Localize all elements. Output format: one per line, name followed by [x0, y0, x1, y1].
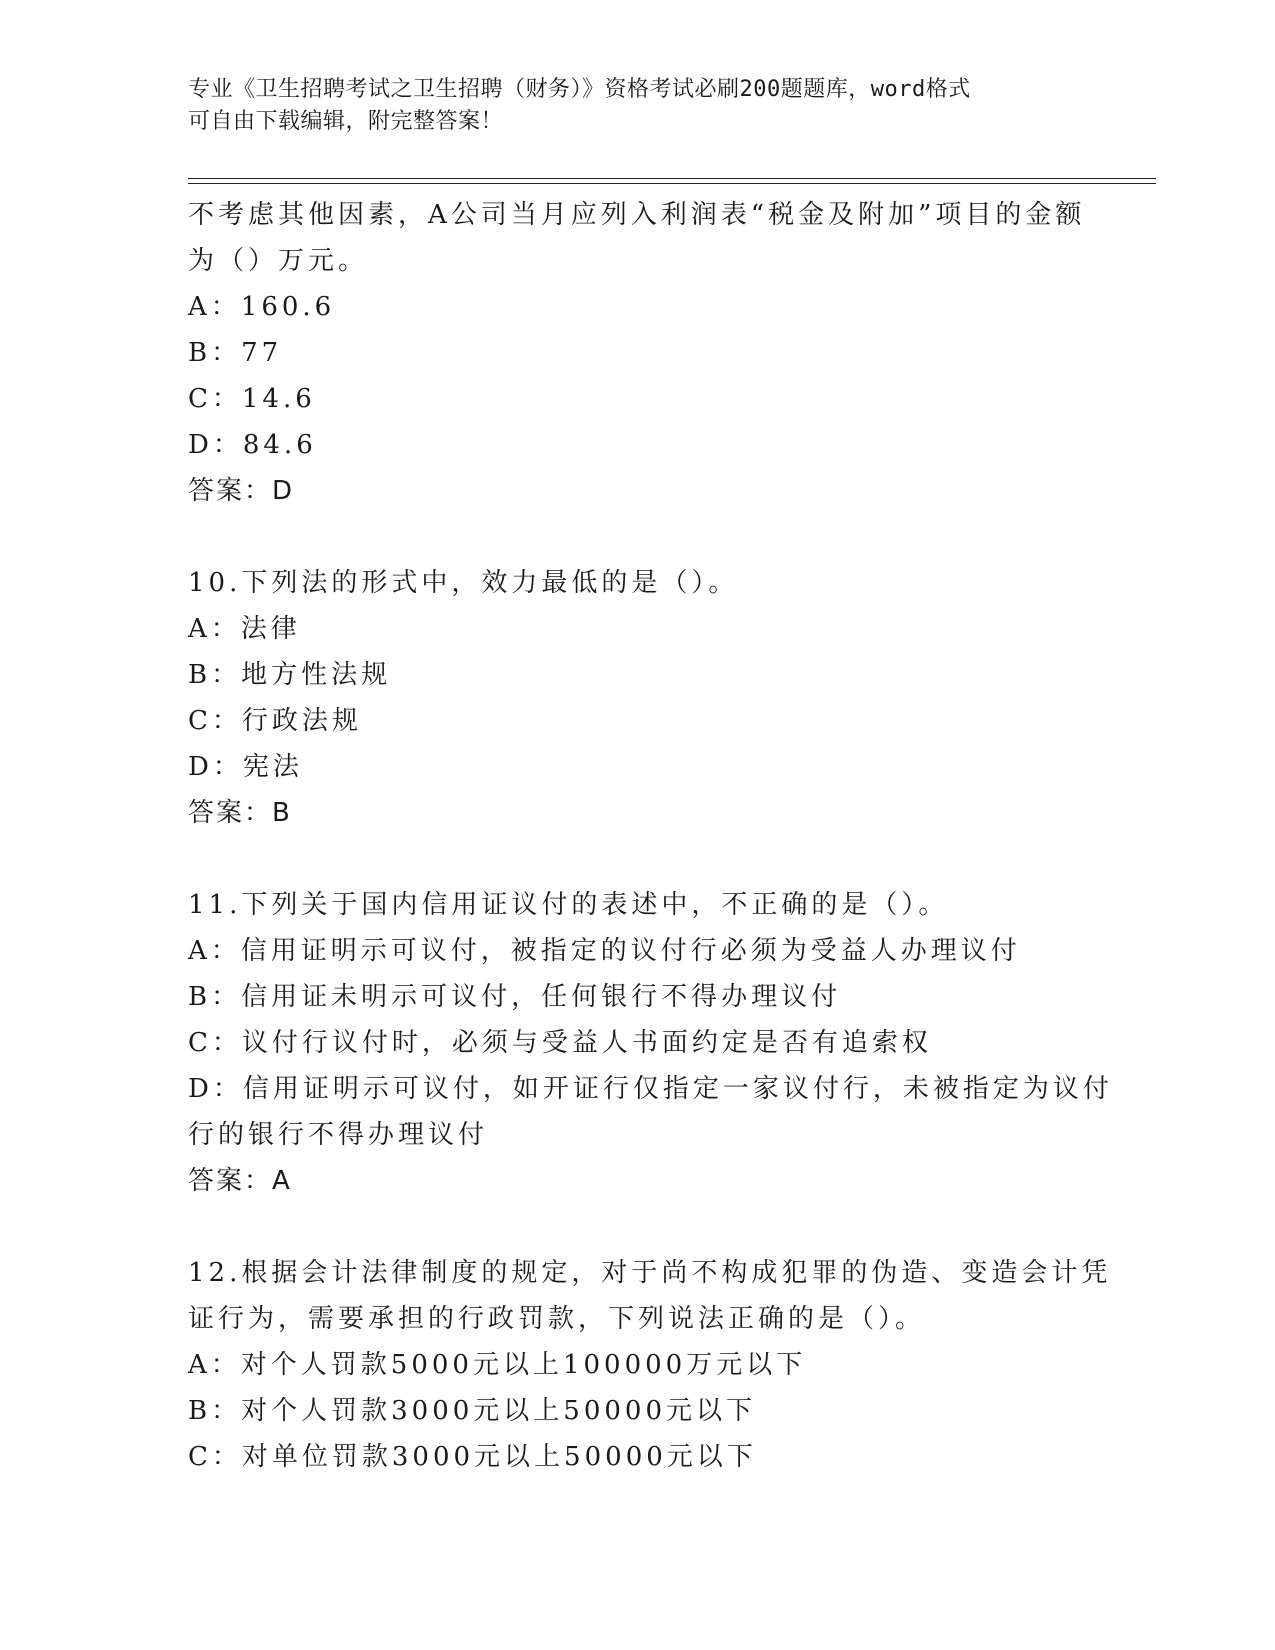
option-d: D：宪法 — [188, 752, 303, 782]
question-stem: 11.下列关于国内信用证议付的表述中，不正确的是（）。 — [188, 890, 949, 920]
option-a: A：对个人罚款5000元以上100000万元以下 — [188, 1350, 807, 1380]
option-c: C：行政法规 — [188, 706, 362, 736]
question-12 — [188, 1250, 1112, 1480]
question-10 — [188, 560, 1088, 836]
question-9 — [188, 192, 1088, 514]
option-d-continued: 行的银行不得办理议付 — [188, 1120, 489, 1150]
question-stem: 证行为，需要承担的行政罚款，下列说法正确的是（）。 — [188, 1304, 926, 1334]
question-stem: 10.下列法的形式中，效力最低的是（）。 — [188, 568, 739, 598]
answer-label: 答案：D — [188, 476, 295, 506]
option-d: D：84.6 — [188, 430, 317, 460]
option-c: C：14.6 — [188, 384, 316, 414]
option-a: A：160.6 — [188, 292, 336, 322]
option-a: A：信用证明示可议付，被指定的议付行必须为受益人办理议付 — [188, 936, 1021, 966]
option-c: C：议付行议付时，必须与受益人书面约定是否有追索权 — [188, 1028, 932, 1058]
header-divider-bottom — [188, 183, 1156, 184]
header-divider-top — [188, 178, 1156, 179]
header-title-line-2: 可自由下载编辑，附完整答案！ — [188, 109, 504, 134]
answer-label: 答案：A — [188, 1166, 292, 1196]
answer-label: 答案：B — [188, 798, 292, 828]
option-b: B：77 — [188, 338, 283, 368]
option-a: A：法律 — [188, 614, 301, 644]
document-header — [188, 74, 1088, 138]
question-11 — [188, 882, 1113, 1204]
question-stem: 不考虑其他因素，A公司当月应列入利润表“税金及附加”项目的金额 — [188, 200, 1086, 230]
header-title-line-1: 专业《卫生招聘考试之卫生招聘（财务）》资格考试必刷200题题库，word格式 — [188, 77, 971, 102]
spacer — [188, 836, 1088, 882]
option-d: D：信用证明示可议付，如开证行仅指定一家议付行，未被指定为议付 — [188, 1074, 1113, 1104]
question-stem: 为（）万元。 — [188, 246, 369, 276]
option-b: B：对个人罚款3000元以上50000元以下 — [188, 1396, 756, 1426]
question-stem: 12.根据会计法律制度的规定，对于尚不构成犯罪的伪造、变造会计凭 — [188, 1258, 1112, 1288]
option-b: B：地方性法规 — [188, 660, 392, 690]
option-b: B：信用证未明示可议付，任何银行不得办理议付 — [188, 982, 842, 1012]
spacer — [188, 514, 1088, 560]
spacer — [188, 1204, 1088, 1250]
option-c: C：对单位罚款3000元以上50000元以下 — [188, 1442, 757, 1472]
question-list — [188, 192, 1113, 1480]
